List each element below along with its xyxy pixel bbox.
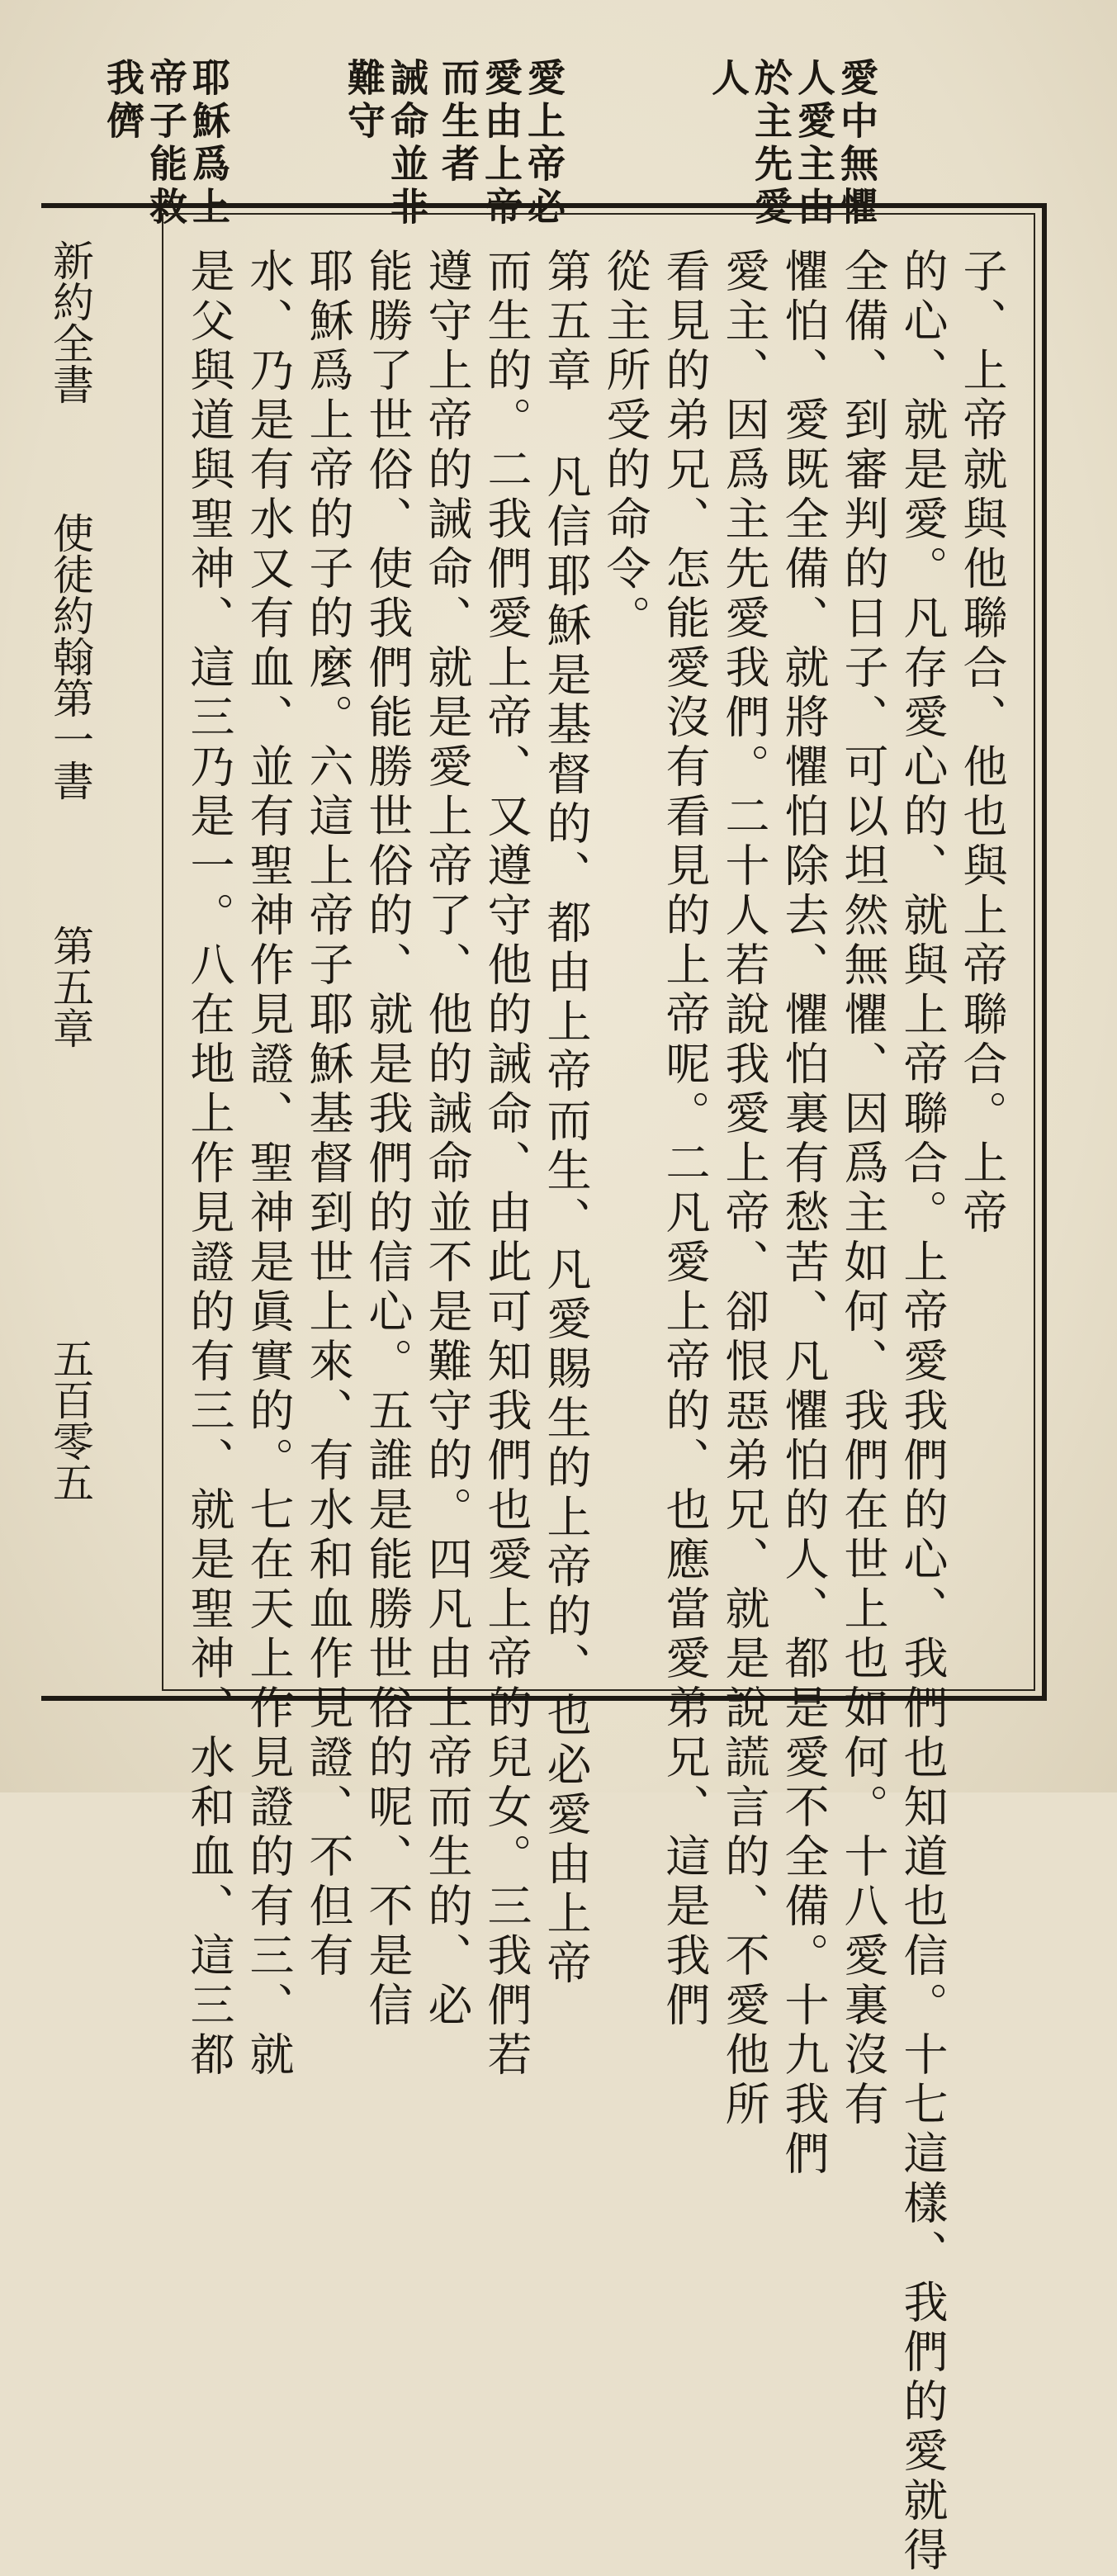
top-note-12: 我儕 xyxy=(101,58,145,144)
page-number: 五百零五 xyxy=(46,1338,94,1503)
top-note-11: 帝子能救 xyxy=(144,58,188,230)
top-note-8: 誡命並非 xyxy=(385,58,429,230)
text-column-9: 而生的。二我們愛上帝、又遵守他的誡命、由此可知我們也愛上帝的兒女。三我們若 xyxy=(480,248,532,2081)
text-column-8: 第五章 凡信耶穌是基督的、都由上帝而生、凡愛賜生的上帝的、也必愛由上帝 xyxy=(540,248,592,1989)
top-note-1: 愛中無懼 xyxy=(835,58,879,230)
text-column-10: 遵守上帝的誡命、就是愛上帝了、他的誡命並不是難守的。四凡由上帝而生的、必 xyxy=(421,248,473,2031)
top-note-5: 愛上帝必 xyxy=(522,58,566,230)
text-column-7: 從主所受的命令。 xyxy=(599,248,651,644)
chapter-label: 第五章 xyxy=(46,925,94,1049)
text-column-1: 子、上帝就與他聯合、他也與上帝聯合。上帝 xyxy=(956,248,1008,1238)
text-column-13: 水、乃是有水又有血、並有聖神作見證、聖神是眞實的。七在天上作見證的有三、就 xyxy=(243,248,295,2081)
top-note-3: 於主先愛 xyxy=(749,58,793,230)
text-column-12: 耶穌爲上帝的子的麼。六這上帝子耶穌基督到世上來、有水和血作見證、不但有 xyxy=(302,248,354,1982)
text-column-4: 懼怕、愛既全備、就將懼怕除去、懼怕裏有愁苦、凡懼怕的人、都是愛不全備。十九我們 xyxy=(778,248,830,2180)
top-note-2: 人愛主由 xyxy=(792,58,836,230)
text-column-11: 能勝了世俗、使我們能勝世俗的、就是我們的信心。五誰是能勝世俗的呢、不是信 xyxy=(362,248,414,2031)
text-column-2: 的心、就是愛。凡存愛心的、就與上帝聯合。上帝愛我們的心、我們也知道也信。十七這樣、我們的愛就得 xyxy=(897,248,949,2576)
top-note-10: 耶穌爲上 xyxy=(187,58,231,230)
top-note-6: 愛由上帝 xyxy=(479,58,523,230)
text-column-3: 全備、到審判的日子、可以坦然無懼、因爲主如何、我們在世上也如何。十八愛裏沒有 xyxy=(837,248,889,2130)
top-note-9: 難守 xyxy=(342,58,386,144)
top-note-7: 而生者 xyxy=(436,58,480,187)
text-column-14: 是父與道與聖神、這三乃是一。八在地上作見證的有三、就是聖神、水和血、這三都 xyxy=(183,248,235,2081)
book-name: 新約全書 xyxy=(46,239,94,405)
text-column-6: 看見的弟兄、怎能愛沒有看見的上帝呢。二凡愛上帝的、也應當愛弟兄、這是我們 xyxy=(659,248,711,2031)
top-note-4: 人 xyxy=(706,58,750,101)
book-title: 使徒約翰第一書 xyxy=(46,512,94,801)
text-column-5: 愛主、因爲主先愛我們。二十人若說我愛上帝、卻恨惡弟兄、就是說謊言的、不愛他所 xyxy=(718,248,770,2130)
